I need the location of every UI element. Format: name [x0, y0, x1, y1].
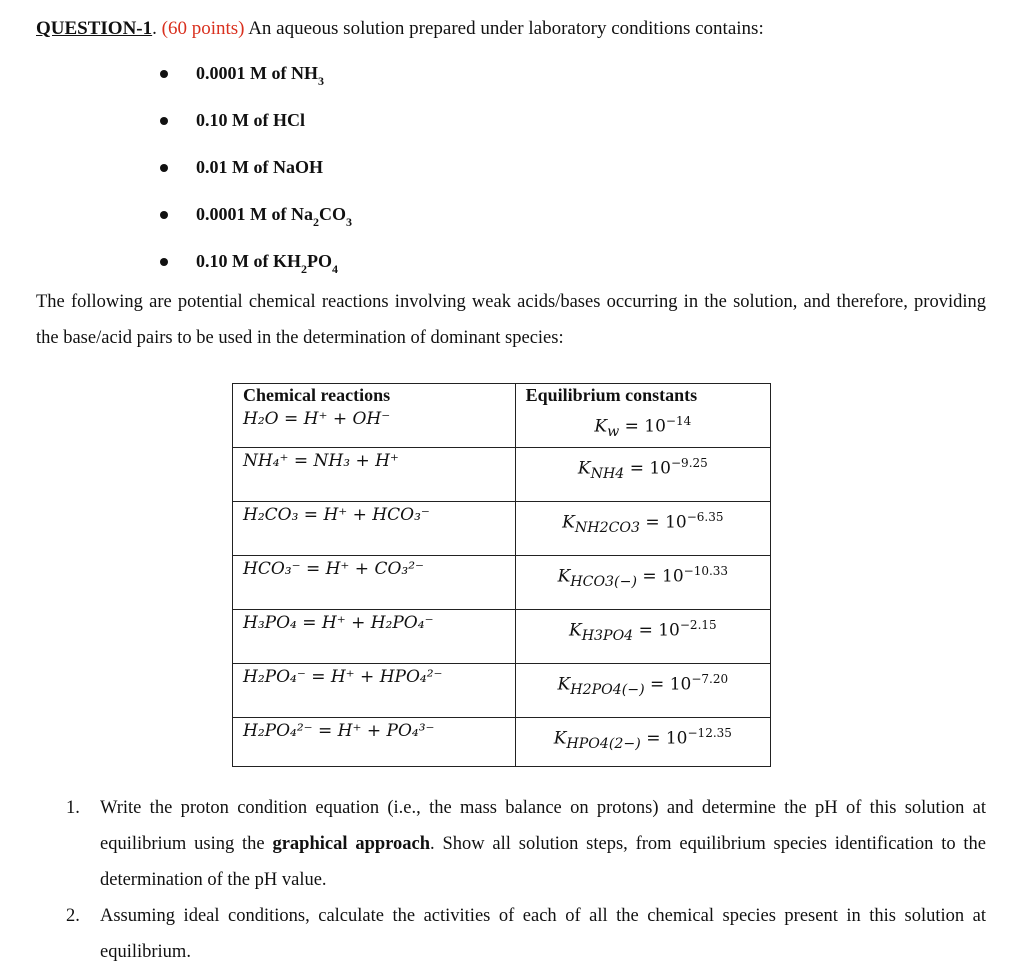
table-row: [233, 718, 771, 767]
table-row: [233, 502, 771, 556]
question-number: 1.: [66, 798, 80, 818]
question-header: [36, 18, 764, 40]
table-row: [233, 448, 771, 502]
component-item: 0.10 M of $KH_2PO_4$: [160, 250, 352, 297]
reactions-table: [232, 383, 771, 767]
table-row: [233, 406, 771, 448]
question-text: An aqueous solution prepared under laboratory conditions contains:: [248, 18, 764, 39]
reaction-cell: H₂O = H⁺ + OH⁻: [233, 406, 516, 448]
question-title: QUESTION-1: [36, 18, 153, 39]
component-item: 0.0001 M of $Na_2CO_3$: [160, 203, 352, 250]
question-number: 2.: [66, 906, 80, 926]
table-row: [233, 610, 771, 664]
questions-list: [66, 790, 986, 970]
question-item: 2. Assuming ideal conditions, calculate the activities of each of all the chemical species present in this solution at equilibrium.: [66, 898, 986, 970]
constant-cell: $K_{HPO4(2-)} = 10^{-12.35}$: [515, 718, 770, 767]
reaction-cell: HCO₃⁻ = H⁺ + CO₃²⁻: [233, 556, 516, 610]
reaction-cell: H₂PO₄⁻ = H⁺ + HPO₄²⁻: [233, 664, 516, 718]
reaction-cell: NH₄⁺ = NH₃ + H⁺: [233, 448, 516, 502]
reaction-cell: H₃PO₄ = H⁺ + H₂PO₄⁻: [233, 610, 516, 664]
constant-cell: $K_{HCO3(-)} = 10^{-10.33}$: [515, 556, 770, 610]
component-item: 0.10 M of HCl: [160, 109, 352, 156]
constant-cell: $K_{H2PO4(-)} = 10^{-7.20}$: [515, 664, 770, 718]
question-points: (60 points): [161, 18, 245, 39]
question-title-separator: .: [152, 18, 157, 39]
table-row: [233, 664, 771, 718]
table-row: [233, 556, 771, 610]
component-item: 0.0001 M of $NH_3$: [160, 62, 352, 109]
table-header-reactions: Chemical reactions: [233, 384, 516, 407]
constant-cell: $K_w = 10^{-14}$: [515, 406, 770, 448]
component-item: 0.01 M of NaOH: [160, 156, 352, 203]
components-list: [160, 62, 352, 297]
table-header-constants: Equilibrium constants: [515, 384, 770, 407]
constant-cell: $K_{NH2CO3} = 10^{-6.35}$: [515, 502, 770, 556]
intro-paragraph: The following are potential chemical reactions involving weak acids/bases occurring in the solution, and therefore, providing the base/acid pairs to be used in the determination of dominant species:: [36, 292, 986, 348]
constant-cell: $K_{NH4} = 10^{-9.25}$: [515, 448, 770, 502]
constant-cell: $K_{H3PO4} = 10^{-2.15}$: [515, 610, 770, 664]
question-item: 1. Write the proton condition equation (i.e., the mass balance on protons) and determine the pH of this solution at equilibrium using the graphical approach. Show all solution steps, from equilibrium species identification to the determination of the pH value.: [66, 790, 986, 898]
reaction-cell: H₂PO₄²⁻ = H⁺ + PO₄³⁻: [233, 718, 516, 767]
reaction-cell: H₂CO₃ = H⁺ + HCO₃⁻: [233, 502, 516, 556]
